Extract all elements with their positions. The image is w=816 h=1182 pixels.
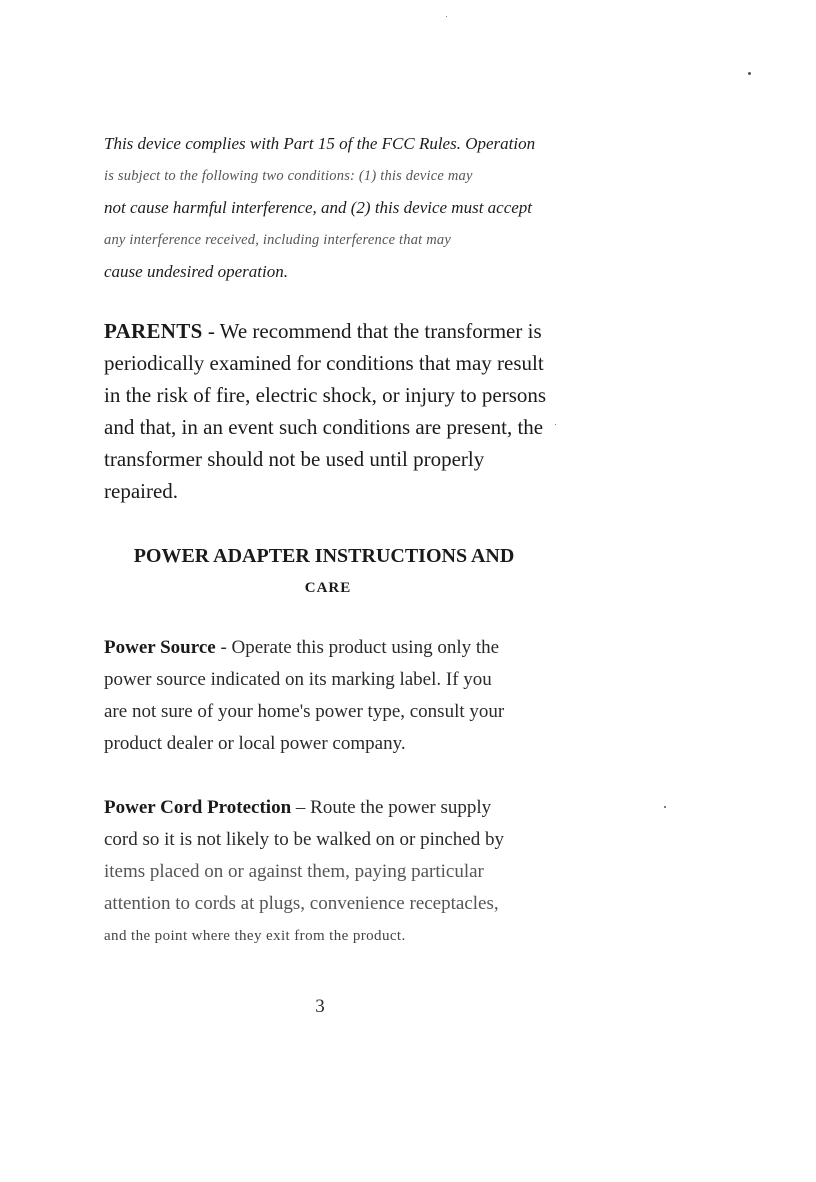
parents-line: periodically examined for conditions that may result <box>104 351 544 375</box>
cord-protection-first-line-text: – Route the power supply <box>291 797 492 818</box>
cord-protection-line: items placed on or against them, paying particular <box>104 861 484 882</box>
section-heading-line: POWER ADAPTER INSTRUCTIONS AND <box>133 545 515 567</box>
parents-first-line-text: - We recommend that the transformer is <box>202 319 542 343</box>
page-number: 3 <box>315 996 325 1017</box>
section-heading <box>104 540 544 604</box>
power-source-line: product dealer or local power company. <box>104 733 406 754</box>
scan-speck <box>555 424 556 425</box>
parents-line: repaired. <box>104 479 179 503</box>
power-source-first-line-text: - Operate this product using only the <box>215 637 500 658</box>
parents-line: in the risk of fire, electric shock, or injury to persons <box>104 383 547 407</box>
cord-protection-line: attention to cords at plugs, convenience receptacles, <box>104 893 499 914</box>
fcc-notice-line: any interference received, including interference that may <box>104 232 451 248</box>
scan-speck <box>664 806 666 808</box>
power-source-line: are not sure of your home's power type, consult your <box>104 701 505 722</box>
parents-warning <box>104 315 564 507</box>
cord-protection-paragraph <box>104 792 564 952</box>
cord-protection-first-line <box>104 792 564 824</box>
cord-protection-line: and the point where they exit from the product. <box>104 928 406 944</box>
scan-speck <box>748 72 751 75</box>
fcc-notice-line: not cause harmful interference, and (2) this device must accept <box>104 198 533 217</box>
power-source-first-line <box>104 632 564 664</box>
fcc-notice <box>104 128 564 288</box>
parents-lead: PARENTS <box>104 319 203 343</box>
cord-protection-lead: Power Cord Protection <box>104 797 292 818</box>
parents-line: and that, in an event such conditions are present, the <box>104 415 544 439</box>
power-source-line: power source indicated on its marking label. If you <box>104 669 492 690</box>
scan-speck <box>446 16 447 17</box>
fcc-notice-line: is subject to the following two conditions: (1) this device may <box>104 168 473 184</box>
power-source-lead: Power Source <box>104 637 216 658</box>
power-source-paragraph <box>104 632 564 760</box>
fcc-notice-line: This device complies with Part 15 of the FCC Rules. Operation <box>104 134 536 153</box>
fcc-notice-line: cause undesired operation. <box>104 262 288 281</box>
section-heading-line: CARE <box>304 580 352 596</box>
parents-first-line <box>104 315 564 347</box>
cord-protection-line: cord so it is not likely to be walked on or pinched by <box>104 829 504 850</box>
parents-line: transformer should not be used until properly <box>104 447 485 471</box>
